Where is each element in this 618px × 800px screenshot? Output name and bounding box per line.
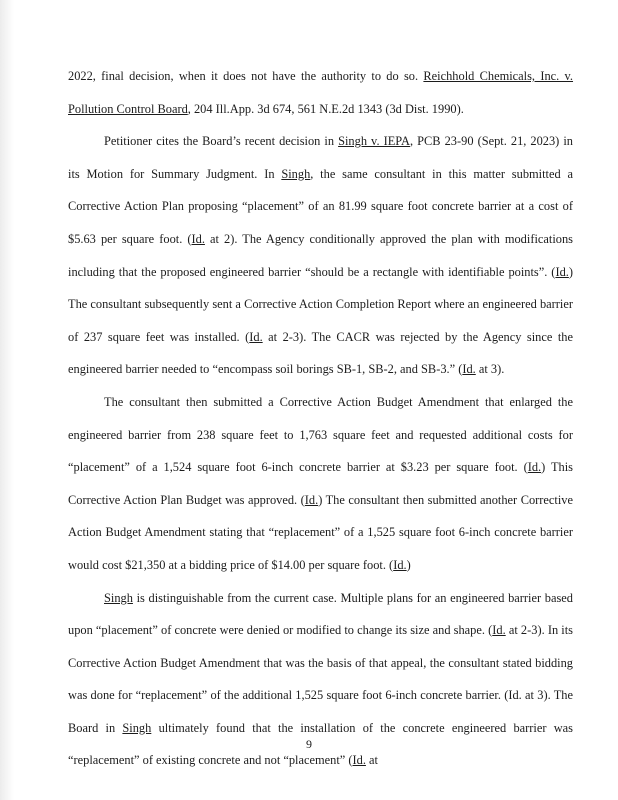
case-citation-singh: Singh v. IEPA bbox=[338, 134, 410, 149]
id-citation: Id. bbox=[527, 460, 542, 475]
text-run: at 2). The Agency conditionally approved the plan with modifications including that the proposed engineered barrier “should be a rectangle with identifiable points”. ( bbox=[68, 231, 573, 279]
paragraph-continuation bbox=[68, 60, 573, 125]
text-run: , PCB 23-90 (Sept. 21, 2023) in its Motion for Summary Judgment. In bbox=[68, 134, 573, 181]
text-run: at 2-3). In its Corrective Action Budget Amendment that was the basis of that appeal, the consultant stated bidding was done for “replacement” of the additional 1,525 square foot 6-inch concrete barrier. (Id. at 3). The Board in bbox=[68, 623, 574, 735]
text-run: ) This Corrective Action Plan Budget was approved. ( bbox=[68, 460, 573, 507]
id-citation: Id. bbox=[492, 623, 506, 638]
id-citation: Id. bbox=[393, 557, 407, 572]
text-run: at 3). bbox=[475, 362, 505, 377]
text-run: The consultant then submitted a Corrective Action Budget Amendment that enlarged the engineered barrier from 238 square feet to 1,763 square feet and requested additional costs for “placement” of a 1,524 square foot 6-inch concrete barrier at $3.23 per square foot. ( bbox=[68, 394, 573, 475]
id-citation: Id. bbox=[191, 231, 205, 246]
scan-edge-shadow bbox=[0, 0, 14, 800]
paragraph-singh-background bbox=[68, 125, 573, 386]
text-run: , 204 Ill.App. 3d 674, 561 N.E.2d 1343 (3d Dist. 1990). bbox=[187, 101, 464, 116]
text-run: 2022, final decision, when it does not have the authority to do so. bbox=[68, 69, 424, 83]
text-run: Petitioner cites the Board’s recent decision in bbox=[104, 134, 339, 149]
case-short-singh: Singh bbox=[122, 720, 152, 735]
text-run: ultimately found that the installation of the concrete engineered barrier was “replacement” of existing concrete and not “placement” ( bbox=[68, 720, 573, 768]
text-run: , the same consultant in this matter submitted a Corrective Action Plan proposing “placement” of an 81.99 square foot concrete barrier at a cost of $5.63 per square foot. ( bbox=[68, 166, 573, 246]
case-citation-reichhold: Reichhold Chemicals, Inc. v. Pollution Control Board bbox=[68, 69, 574, 116]
case-short-singh: Singh bbox=[104, 590, 133, 605]
text-run: is distinguishable from the current case. Multiple plans for an engineered barrier based upon “placement” of concrete were denied or modified to change its size and shape. ( bbox=[68, 590, 573, 638]
text-run: ) The consultant subsequently sent a Corrective Action Completion Report where an engineered barrier of 237 square feet was installed. ( bbox=[68, 264, 573, 344]
text-run: ) bbox=[406, 557, 411, 572]
page-number: 9 bbox=[306, 737, 312, 751]
case-short-singh: Singh bbox=[281, 166, 311, 181]
text-run: at bbox=[365, 753, 378, 768]
id-citation: Id. bbox=[462, 362, 476, 377]
paragraph-budget-amendment bbox=[68, 386, 573, 582]
id-citation: Id. bbox=[249, 329, 263, 344]
document-body bbox=[68, 60, 573, 777]
text-run: ) The consultant then submitted another Corrective Action Budget Amendment stating that “replacement” of a 1,525 square foot 6-inch concrete barrier would cost $21,350 at a bidding price of $14.00 per square foot. ( bbox=[68, 492, 573, 572]
id-citation: Id. bbox=[304, 492, 319, 507]
text-run: at 2-3). The CACR was rejected by the Agency since the engineered barrier needed to “encompass soil borings SB-1, SB-2, and SB-3.” ( bbox=[68, 329, 573, 377]
id-citation: Id. bbox=[555, 264, 569, 279]
id-citation: Id. bbox=[352, 753, 366, 768]
